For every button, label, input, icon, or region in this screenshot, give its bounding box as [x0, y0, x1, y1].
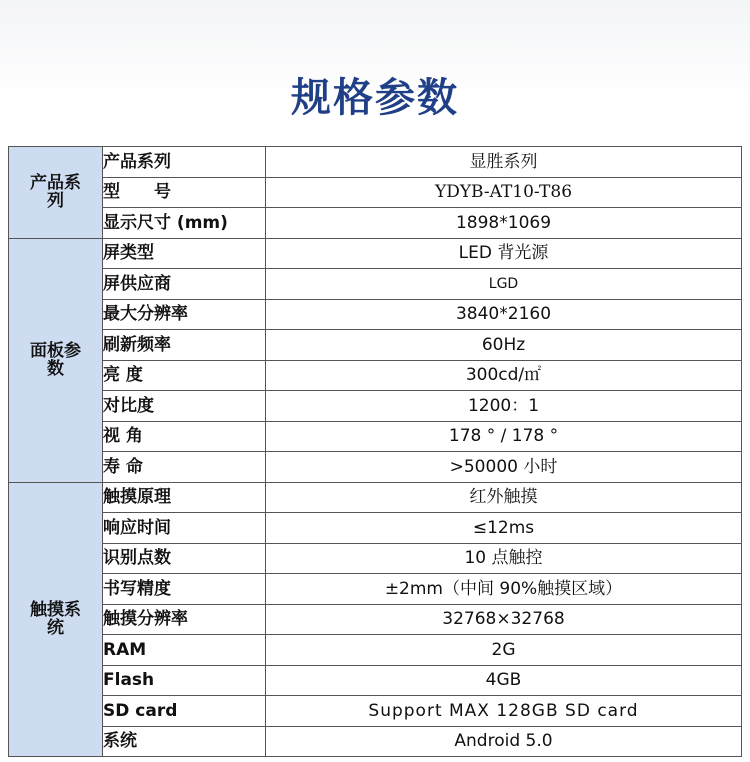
- param-label: 型 号: [103, 177, 266, 208]
- table-row: [9, 238, 742, 269]
- param-label: 刷新频率: [103, 330, 266, 361]
- param-label: Flash: [103, 665, 266, 696]
- param-label: 寿 命: [103, 452, 266, 483]
- param-label: 书写精度: [103, 574, 266, 605]
- table-row: [9, 330, 742, 361]
- param-value: YDYB-AT10-T86: [266, 177, 742, 208]
- table-row: [9, 299, 742, 330]
- table-row: [9, 147, 742, 178]
- param-value: 178 ° / 178 °: [266, 421, 742, 452]
- table-row: [9, 574, 742, 605]
- param-label: 显示尺寸 (mm): [103, 208, 266, 239]
- param-label: 产品系列: [103, 147, 266, 178]
- param-value: 10 点触控: [266, 543, 742, 574]
- param-label: 触摸分辨率: [103, 604, 266, 635]
- param-label: 视 角: [103, 421, 266, 452]
- table-row: [9, 208, 742, 239]
- param-value: 3840*2160: [266, 299, 742, 330]
- param-label: 对比度: [103, 391, 266, 422]
- param-label: 系统: [103, 726, 266, 757]
- param-value: 4GB: [266, 665, 742, 696]
- table-row: [9, 665, 742, 696]
- table-row: [9, 604, 742, 635]
- page-title: 规格参数: [291, 75, 459, 121]
- param-value: 2G: [266, 635, 742, 666]
- group-cell-product-series: [9, 147, 103, 239]
- table-row: [9, 269, 742, 300]
- param-value: Support MAX 128GB SD card: [266, 696, 742, 727]
- param-label: RAM: [103, 635, 266, 666]
- param-label: 亮 度: [103, 360, 266, 391]
- group-label: 产品系列: [30, 173, 81, 212]
- param-label: 响应时间: [103, 513, 266, 544]
- table-row: [9, 513, 742, 544]
- table-row: [9, 543, 742, 574]
- param-label: 最大分辨率: [103, 299, 266, 330]
- table-row: [9, 177, 742, 208]
- param-value: 1898*1069: [266, 208, 742, 239]
- spec-table: [8, 146, 742, 757]
- param-label: 识别点数: [103, 543, 266, 574]
- table-row: [9, 452, 742, 483]
- group-label: 触摸系统: [30, 600, 81, 639]
- param-value: LED 背光源: [266, 238, 742, 269]
- param-label: 屏供应商: [103, 269, 266, 300]
- group-label: 面板参数: [30, 341, 81, 379]
- group-cell-touch-system: [9, 482, 103, 757]
- param-label: SD card: [103, 696, 266, 727]
- table-row: [9, 726, 742, 757]
- param-label: 触摸原理: [103, 482, 266, 513]
- table-row: [9, 391, 742, 422]
- param-value: LGD: [266, 269, 742, 300]
- table-row: [9, 696, 742, 727]
- table-row: [9, 635, 742, 666]
- param-value: 显胜系列: [266, 147, 742, 178]
- table-row: [9, 421, 742, 452]
- param-value: 300cd/㎡: [266, 360, 742, 391]
- table-row: [9, 360, 742, 391]
- param-value: Android 5.0: [266, 726, 742, 757]
- param-value: ≤12ms: [266, 513, 742, 544]
- param-value: 1200：1: [266, 391, 742, 422]
- param-value: 红外触摸: [266, 482, 742, 513]
- group-cell-panel-params: [9, 238, 103, 482]
- param-value: ±2mm（中间 90%触摸区域）: [266, 574, 742, 605]
- param-value: >50000 小时: [266, 452, 742, 483]
- param-value: 60Hz: [266, 330, 742, 361]
- param-label: 屏类型: [103, 238, 266, 269]
- param-value: 32768×32768: [266, 604, 742, 635]
- table-row: [9, 482, 742, 513]
